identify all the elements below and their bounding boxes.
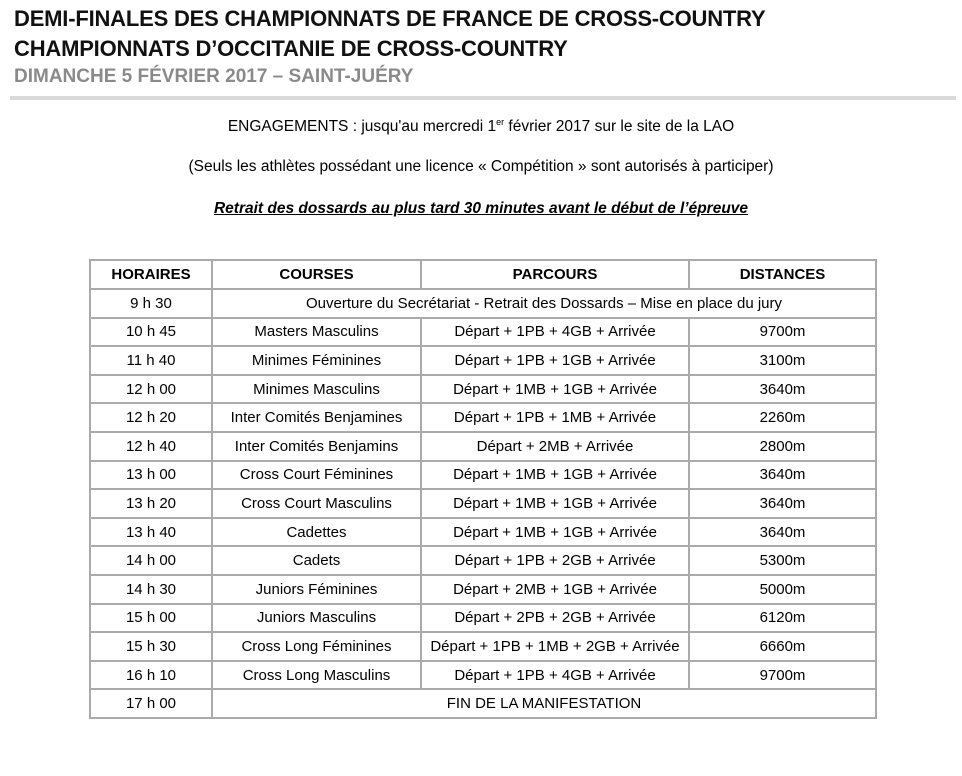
- cell-time: 14 h 30: [90, 575, 212, 604]
- cell-course: Cross Court Masculins: [212, 489, 421, 518]
- title-line-2: CHAMPIONNATS D’OCCITANIE DE CROSS-COUNTRY: [14, 36, 568, 61]
- cell-parcours: Départ + 1MB + 1GB + Arrivée: [421, 375, 689, 404]
- table-row: [90, 375, 876, 404]
- cell-distance: 5000m: [689, 575, 876, 604]
- cell-distance: 3640m: [689, 461, 876, 490]
- cell-parcours: Départ + 1PB + 4GB + Arrivée: [421, 318, 689, 347]
- table-row: [90, 604, 876, 633]
- cell-distance: 3100m: [689, 346, 876, 375]
- cell-opening-text: Ouverture du Secrétariat - Retrait des Dossards – Mise en place du jury: [212, 289, 876, 318]
- table-row-opening: [90, 289, 876, 318]
- cell-course: Masters Masculins: [212, 318, 421, 347]
- cell-time: 12 h 40: [90, 432, 212, 461]
- cell-time: 14 h 00: [90, 546, 212, 575]
- cell-distance: 5300m: [689, 546, 876, 575]
- cell-time: 13 h 00: [90, 461, 212, 490]
- table-row: [90, 632, 876, 661]
- table-row: [90, 346, 876, 375]
- cell-time: 12 h 00: [90, 375, 212, 404]
- cell-course: Inter Comités Benjamins: [212, 432, 421, 461]
- licence-note: (Seuls les athlètes possédant une licence « Compétition » sont autorisés à participer): [188, 158, 774, 175]
- cell-time: 13 h 20: [90, 489, 212, 518]
- document-header: [14, 4, 956, 90]
- cell-course: Juniors Masculins: [212, 604, 421, 633]
- header-divider: [10, 96, 956, 100]
- cell-time: 11 h 40: [90, 346, 212, 375]
- cell-time: 9 h 30: [90, 289, 212, 318]
- cell-closing-text: FIN DE LA MANIFESTATION: [212, 689, 876, 718]
- cell-parcours: Départ + 1PB + 4GB + Arrivée: [421, 661, 689, 690]
- cell-distance: 6120m: [689, 604, 876, 633]
- table-row: [90, 489, 876, 518]
- title-line-1: DEMI-FINALES DES CHAMPIONNATS DE FRANCE DE CROSS-COUNTRY: [14, 6, 766, 31]
- cell-time: 17 h 00: [90, 689, 212, 718]
- cell-parcours: Départ + 1PB + 1MB + 2GB + Arrivée: [421, 632, 689, 661]
- engagements-line: [0, 117, 962, 136]
- cell-course: Minimes Masculins: [212, 375, 421, 404]
- table-row: [90, 432, 876, 461]
- table-row: [90, 403, 876, 432]
- cell-distance: 3640m: [689, 489, 876, 518]
- table-row: [90, 575, 876, 604]
- cell-course: Cadettes: [212, 518, 421, 547]
- cell-parcours: Départ + 1MB + 1GB + Arrivée: [421, 461, 689, 490]
- cell-course: Cadets: [212, 546, 421, 575]
- cell-parcours: Départ + 2PB + 2GB + Arrivée: [421, 604, 689, 633]
- cell-course: Inter Comités Benjamines: [212, 403, 421, 432]
- cell-parcours: Départ + 2MB + Arrivée: [421, 432, 689, 461]
- cell-parcours: Départ + 1PB + 2GB + Arrivée: [421, 546, 689, 575]
- cell-time: 10 h 45: [90, 318, 212, 347]
- table-row: [90, 461, 876, 490]
- cell-distance: 3640m: [689, 518, 876, 547]
- cell-parcours: Départ + 1MB + 1GB + Arrivée: [421, 518, 689, 547]
- schedule-table: [89, 259, 877, 719]
- cell-parcours: Départ + 1PB + 1MB + Arrivée: [421, 403, 689, 432]
- table-row: [90, 318, 876, 347]
- cell-time: 12 h 20: [90, 403, 212, 432]
- table-row-closing: [90, 689, 876, 718]
- header-horaires: HORAIRES: [90, 260, 212, 289]
- table-header-row: [90, 260, 876, 289]
- cell-parcours: Départ + 1MB + 1GB + Arrivée: [421, 489, 689, 518]
- table-row: [90, 661, 876, 690]
- header-courses: COURSES: [212, 260, 421, 289]
- cell-distance: 2800m: [689, 432, 876, 461]
- cell-parcours: Départ + 2MB + 1GB + Arrivée: [421, 575, 689, 604]
- cell-course: Cross Court Féminines: [212, 461, 421, 490]
- header-distances: DISTANCES: [689, 260, 876, 289]
- cell-time: 13 h 40: [90, 518, 212, 547]
- cell-time: 15 h 30: [90, 632, 212, 661]
- cell-distance: 9700m: [689, 318, 876, 347]
- cell-course: Cross Long Féminines: [212, 632, 421, 661]
- cell-time: 15 h 00: [90, 604, 212, 633]
- cell-parcours: Départ + 1PB + 1GB + Arrivée: [421, 346, 689, 375]
- cell-time: 16 h 10: [90, 661, 212, 690]
- engagements-superscript: er: [496, 117, 505, 127]
- cell-distance: 9700m: [689, 661, 876, 690]
- header-parcours: PARCOURS: [421, 260, 689, 289]
- cell-course: Juniors Féminines: [212, 575, 421, 604]
- cell-distance: 6660m: [689, 632, 876, 661]
- event-date-location: DIMANCHE 5 FÉVRIER 2017 – SAINT-JUÉRY: [14, 66, 414, 87]
- retrait-notice: Retrait des dossards au plus tard 30 minutes avant le début de l’épreuve: [213, 200, 749, 217]
- engagements-text-end: février 2017 sur le site de la LAO: [504, 118, 735, 135]
- cell-distance: 2260m: [689, 403, 876, 432]
- table-row: [90, 546, 876, 575]
- engagements-text: ENGAGEMENTS : jusqu'au mercredi 1: [227, 118, 497, 135]
- table-row: [90, 518, 876, 547]
- cell-course: Cross Long Masculins: [212, 661, 421, 690]
- cell-distance: 3640m: [689, 375, 876, 404]
- cell-course: Minimes Féminines: [212, 346, 421, 375]
